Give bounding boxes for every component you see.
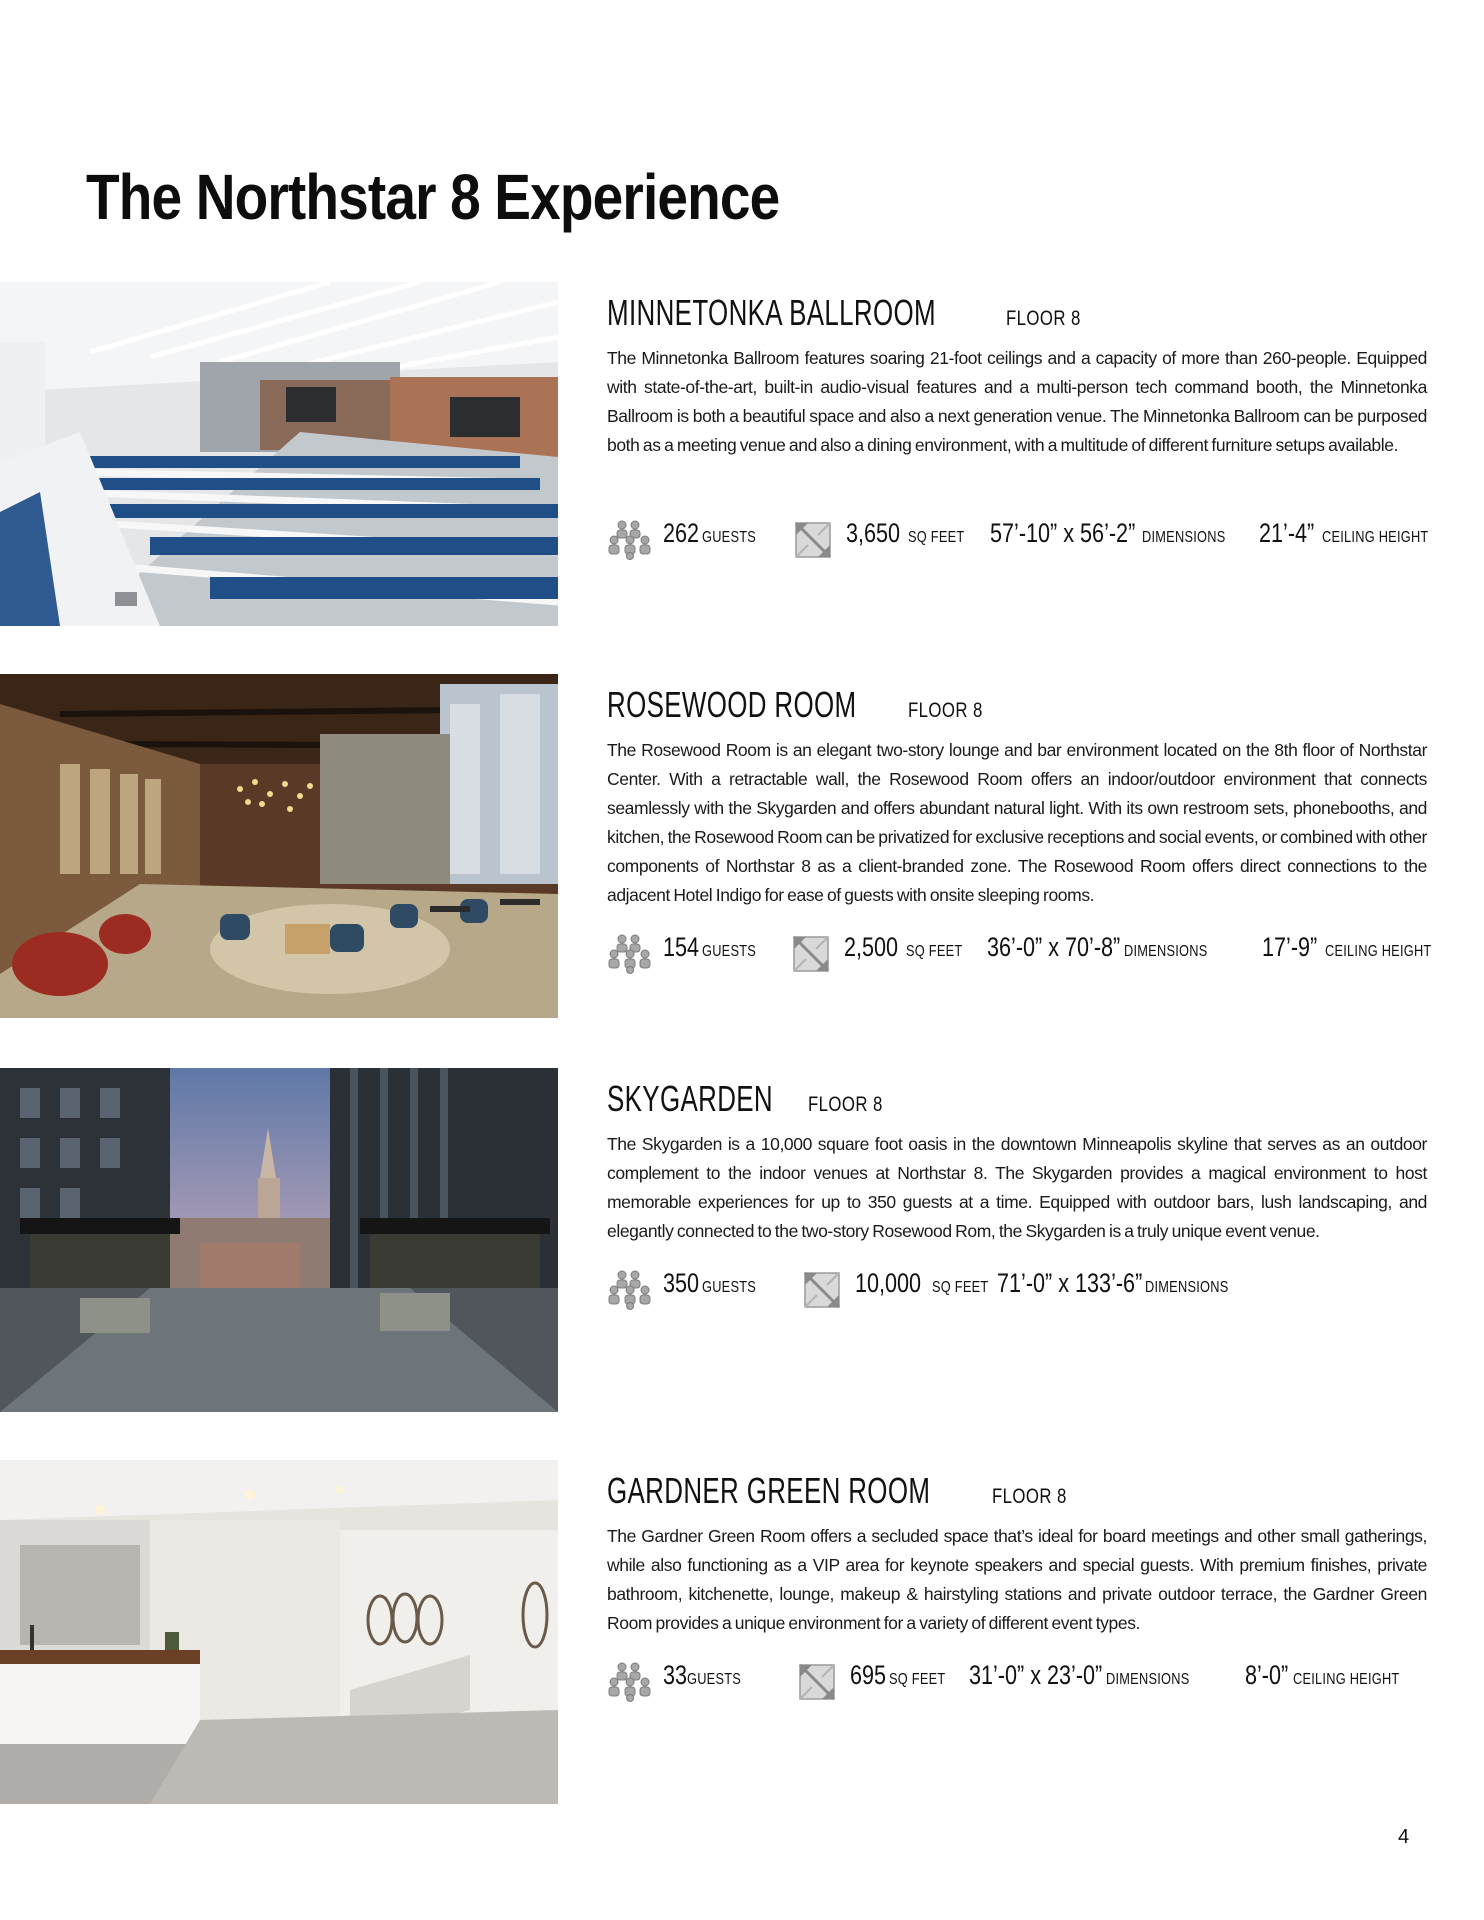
venue-description: The Minnetonka Ballroom features soaring 21-foot ceilings and a capacity of more than 260-people. Equipped with state-of-the-art, built-in audio-visual features and a multi-person tech command booth, the Minnetonka Ballroom is both a beautiful space and also a next generation venue. The Minnetonka Ballroom can be purposed both as a meeting venue and also a dining environment, with a multitude of different furniture setups available.	[607, 348, 1427, 455]
guests-count: 350	[663, 1268, 700, 1298]
guests-count: 154	[663, 932, 700, 962]
dimensions-label: DIMENSIONS	[1123, 943, 1208, 960]
area-spec	[794, 1660, 960, 1704]
guests-spec	[607, 1268, 770, 1312]
guests-spec	[607, 1660, 755, 1704]
ceiling-label: CEILING HEIGHT	[1322, 529, 1429, 546]
ballroom-photo	[0, 282, 558, 626]
venue-floor: FLOOR 8	[992, 1485, 1067, 1508]
area-icon	[794, 1660, 840, 1704]
dimensions-label: DIMENSIONS	[1141, 529, 1226, 546]
venue-section-minnetonka	[0, 282, 1484, 626]
area-icon	[799, 1268, 845, 1312]
venue-info	[607, 1470, 1427, 1638]
venue-name: ROSEWOOD ROOM	[607, 684, 857, 725]
venue-description: The Rosewood Room is an elegant two-story lounge and bar environment located on the 8th floor of Northstar Center. With a retractable wall, the Rosewood Room offers an indoor/outdoor environment that connects seamlessly with the Skygarden and offers abundant natural light. With its own restroom sets, phonebooths, and kitchen, the Rosewood Room can be privatized for exclusive receptions and social events, or combined with other components of Northstar 8 as a client-branded zone. The Rosewood Room offers direct connections to the adjacent Hotel Indigo for ease of guests with onsite sleeping rooms.	[607, 740, 1427, 905]
dimensions-label: DIMENSIONS	[1105, 1671, 1190, 1688]
guests-label: GUESTS	[702, 943, 757, 960]
dimensions-spec	[987, 932, 1228, 976]
guests-spec	[607, 932, 770, 976]
ceiling-spec	[1245, 1660, 1426, 1704]
guests-icon	[607, 518, 653, 562]
venue-heading	[607, 292, 1427, 336]
venue-heading	[607, 1078, 1427, 1122]
area-icon	[788, 932, 834, 976]
area-spec	[788, 932, 976, 976]
venue-name: SKYGARDEN	[607, 1078, 774, 1119]
guests-icon	[607, 1660, 653, 1704]
area-spec	[799, 1268, 1002, 1312]
venue-floor: FLOOR 8	[907, 699, 983, 722]
area-label: SQ FEET	[889, 1671, 946, 1688]
ceiling-value: 21’-4”	[1259, 518, 1315, 548]
venue-name: MINNETONKA BALLROOM	[607, 292, 936, 333]
ceiling-value: 8’-0”	[1245, 1660, 1289, 1690]
guests-label: GUESTS	[702, 1279, 757, 1296]
area-icon	[790, 518, 836, 562]
ceiling-spec	[1259, 518, 1455, 562]
area-value: 3,650	[846, 518, 901, 548]
ceiling-value: 17’-9”	[1262, 932, 1318, 962]
area-value: 10,000	[855, 1268, 922, 1298]
guests-count: 33	[663, 1660, 688, 1690]
venue-name: GARDNER GREEN ROOM	[607, 1470, 931, 1511]
dimensions-value: 36’-0” x 70’-8”	[987, 932, 1121, 962]
dimensions-spec	[969, 1660, 1210, 1704]
dimensions-spec	[990, 518, 1246, 562]
skygarden-photo	[0, 1068, 558, 1412]
venue-floor: FLOOR 8	[1005, 307, 1081, 330]
ceiling-spec	[1262, 932, 1458, 976]
dimensions-value: 71’-0” x 133’-6”	[997, 1268, 1143, 1298]
area-value: 2,500	[844, 932, 899, 962]
dimensions-spec	[997, 1268, 1249, 1312]
area-spec	[790, 518, 978, 562]
guests-label: GUESTS	[687, 1671, 742, 1688]
venue-section-gardner	[0, 1460, 1484, 1804]
dimensions-value: 57’-10” x 56’-2”	[990, 518, 1136, 548]
area-label: SQ FEET	[931, 1279, 989, 1296]
area-value: 695	[850, 1660, 887, 1690]
green-room-photo	[0, 1460, 558, 1804]
guests-icon	[607, 932, 653, 976]
guests-spec	[607, 518, 770, 562]
venue-info	[607, 292, 1427, 460]
dimensions-label: DIMENSIONS	[1144, 1279, 1229, 1296]
area-label: SQ FEET	[907, 529, 965, 546]
venue-section-rosewood	[0, 674, 1484, 1018]
venue-heading	[607, 1470, 1427, 1514]
guests-label: GUESTS	[702, 529, 757, 546]
venue-floor: FLOOR 8	[807, 1093, 883, 1116]
venue-description: The Skygarden is a 10,000 square foot oasis in the downtown Minneapolis skyline that serves as an outdoor complement to the indoor venues at Northstar 8. The Skygarden provides a magical environment to host memorable experiences for up to 350 guests at a time. Equipped with outdoor bars, lush landscaping, and elegantly connected to the two-story Rosewood Rom, the Skygarden is a truly unique event venue.	[607, 1134, 1427, 1241]
venue-specs	[607, 518, 1437, 568]
ceiling-label: CEILING HEIGHT	[1325, 943, 1432, 960]
venue-description: The Gardner Green Room offers a secluded space that’s ideal for board meetings and other small gatherings, while also functioning as a VIP area for keynote speakers and special guests. With premium finishes, private bathroom, kitchenette, lounge, makeup & hairstyling stations and private outdoor terrace, the Gardner Green Room provides a unique environment for a variety of different event types.	[607, 1526, 1427, 1633]
area-label: SQ FEET	[905, 943, 963, 960]
dimensions-value: 31’-0” x 23’-0”	[969, 1660, 1103, 1690]
page-title: The Northstar 8 Experience	[86, 161, 780, 233]
venue-section-skygarden	[0, 1068, 1484, 1412]
venue-heading	[607, 684, 1427, 728]
guests-icon	[607, 1268, 653, 1312]
lounge-photo	[0, 674, 558, 1018]
ceiling-label: CEILING HEIGHT	[1293, 1671, 1400, 1688]
guests-count: 262	[663, 518, 700, 548]
venue-specs	[607, 932, 1437, 982]
venue-info	[607, 1078, 1427, 1246]
page-number: 4	[1398, 1826, 1410, 1848]
venue-specs	[607, 1268, 1437, 1318]
venue-specs	[607, 1660, 1437, 1710]
venue-info	[607, 684, 1427, 910]
